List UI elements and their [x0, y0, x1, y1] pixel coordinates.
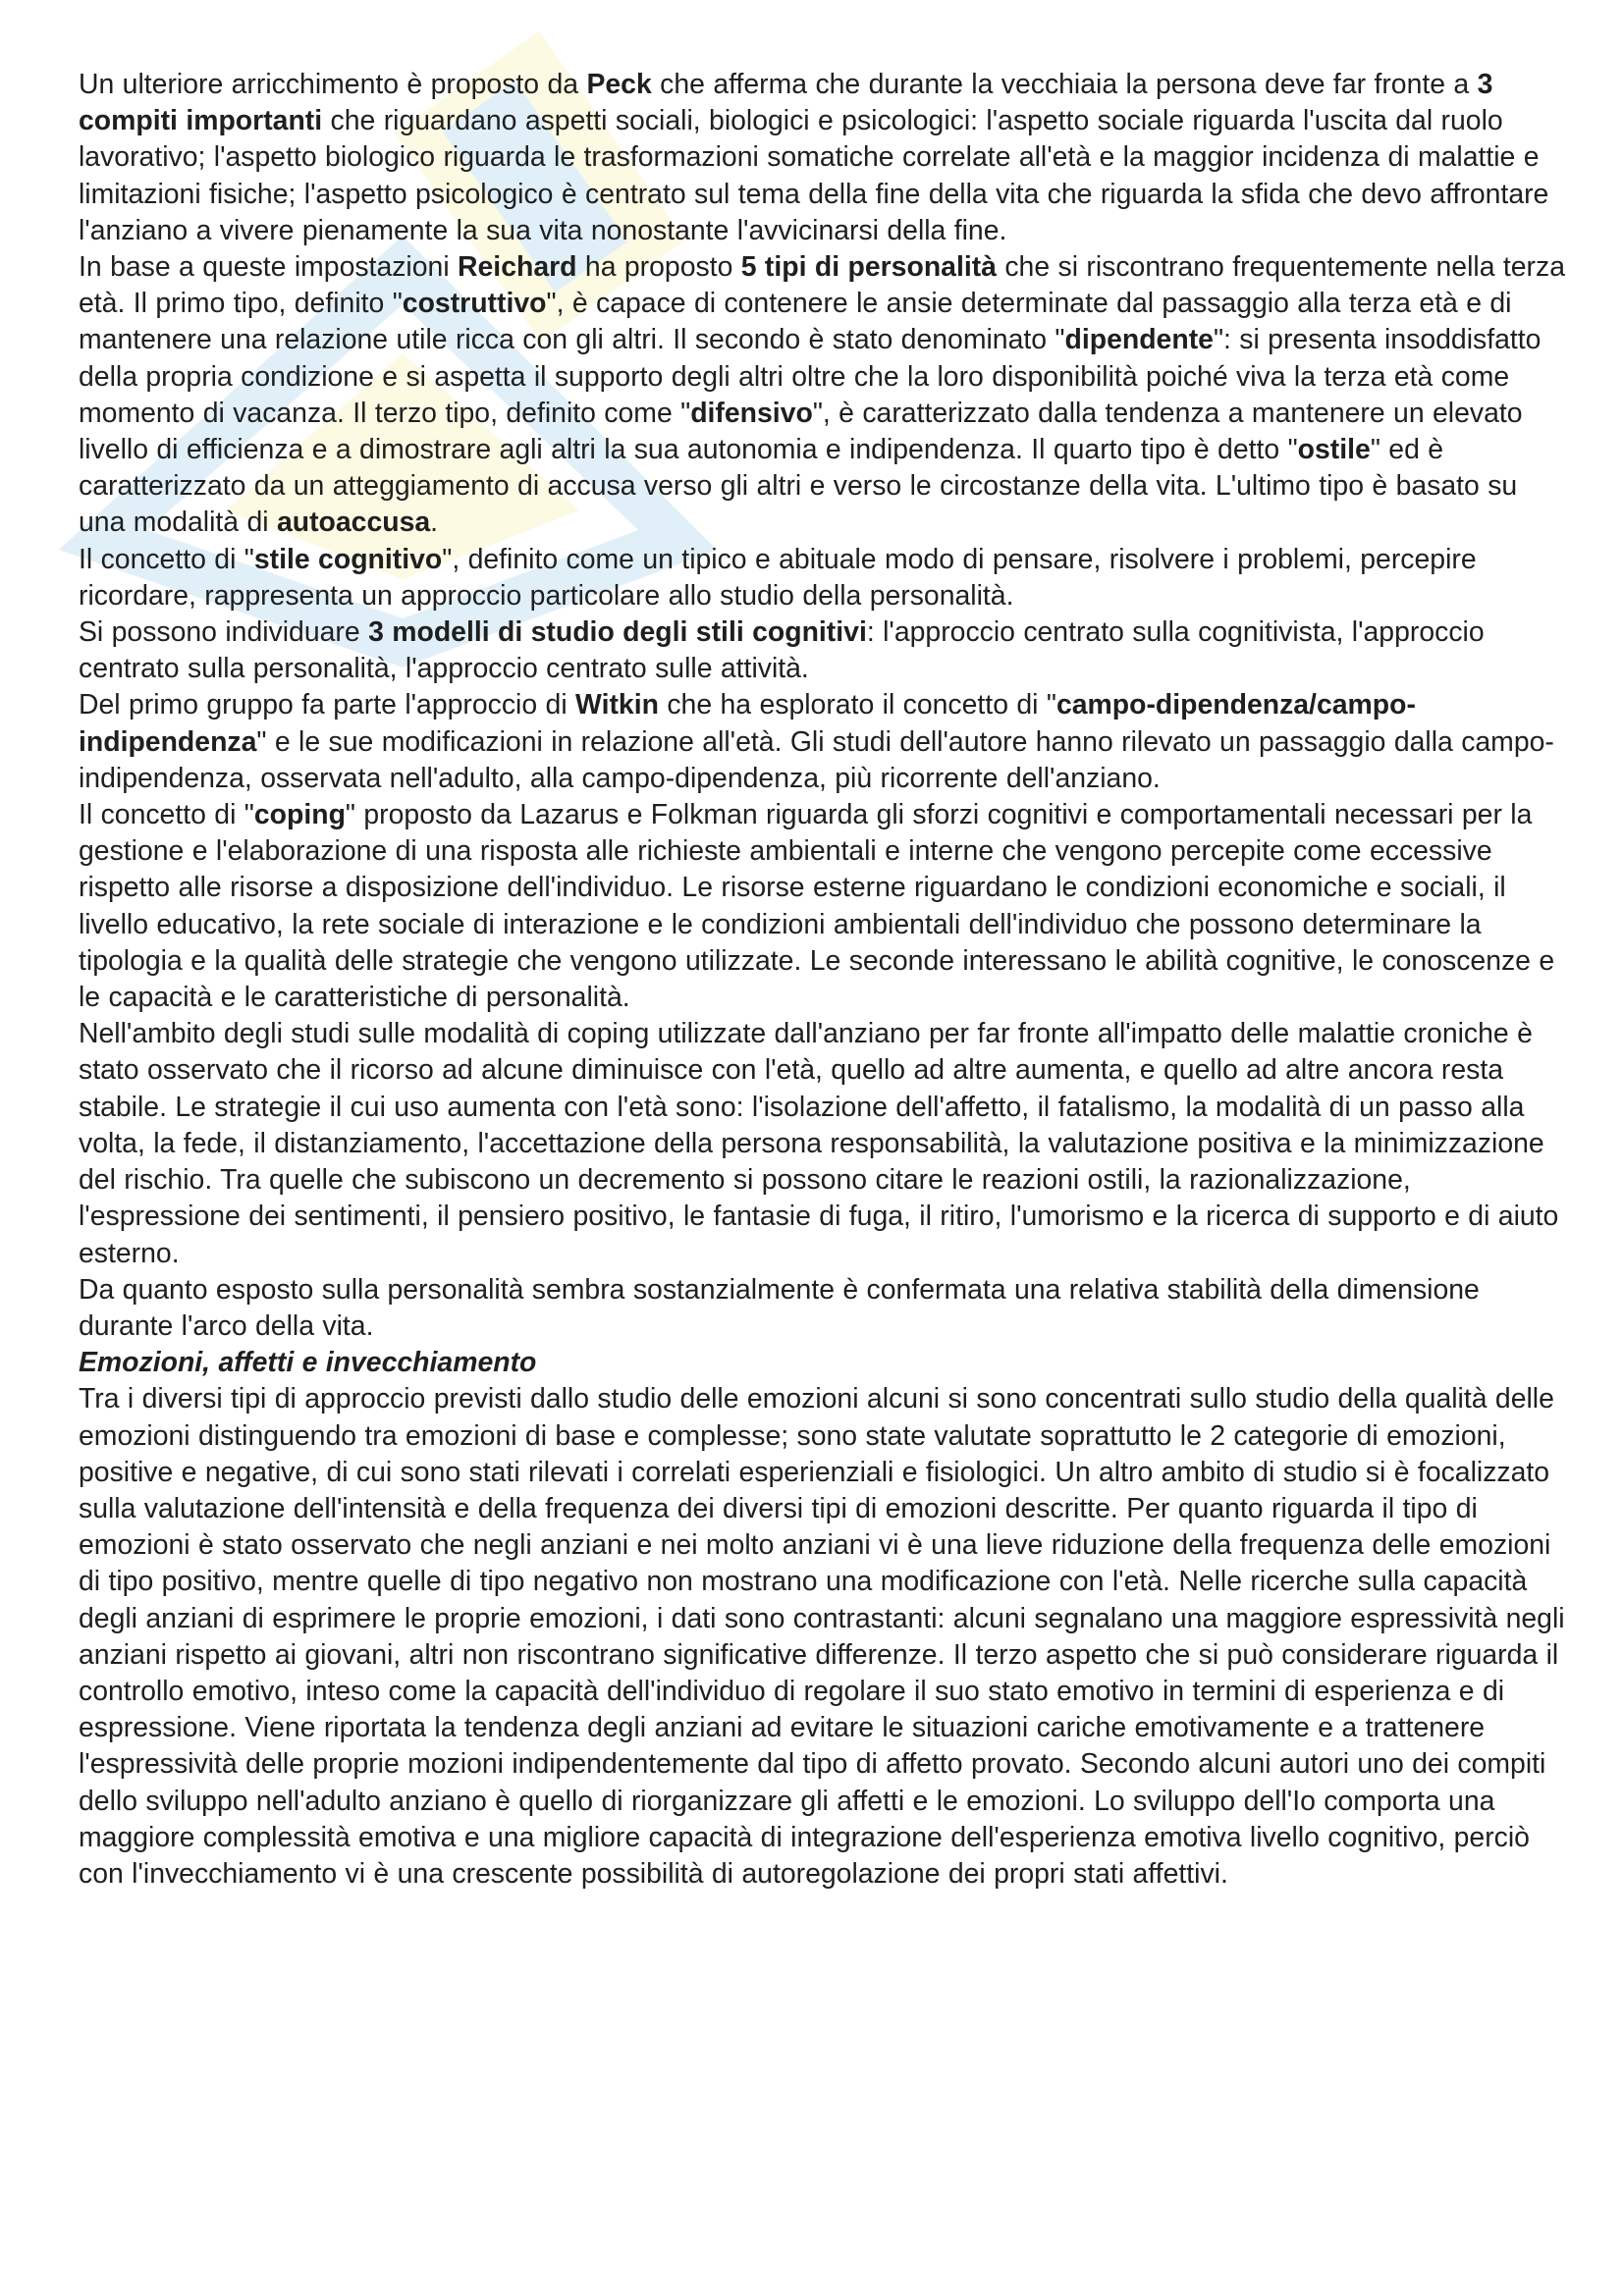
- bold-term: 3 modelli di studio degli stili cognitivi: [368, 616, 867, 649]
- paragraph: [79, 1016, 1571, 1271]
- section-heading: Emozioni, affetti e invecchiamento: [79, 1347, 537, 1379]
- bold-term: 5 tipi di personalità: [740, 251, 997, 284]
- text-run: ", definito come un tipico e abituale modo di pensare, risolvere i problemi, percepire ricordare, rappresenta un approccio particolare allo studio della personalità.: [79, 543, 1477, 612]
- bold-term: autoaccusa: [276, 507, 431, 539]
- paragraph: [79, 614, 1571, 687]
- bold-term: Witkin: [575, 689, 659, 721]
- text-run: ha proposto: [576, 251, 741, 284]
- text-run: " proposto da Lazarus e Folkman riguarda gli sforzi cognitivi e comportamentali necessari per la gestione e l'elaborazione di una risposta alle richieste ambientali e interne che vengono percepite come eccessive rispetto alle risorse a disposizione dell'individuo. Le risorse esterne riguardano le condizioni economiche e sociali, il livello educativo, la rete sociale di interazione e le condizioni ambientali dell'individuo che possono determinare la tipologia e la qualità delle strategie che vengono utilizzate. Le seconde interessano le abilità cognitive, le conoscenze e le capacità e le caratteristiche di personalità.: [79, 799, 1555, 1014]
- paragraph: [79, 542, 1571, 614]
- text-run: Il concetto di ": [79, 799, 254, 831]
- bold-term: Reichard: [458, 251, 577, 284]
- bold-term: campo-dipendenza/campo-indipendenza: [79, 689, 1416, 758]
- text-run: Del primo gruppo fa parte l'approccio di: [79, 689, 576, 721]
- bold-term: Peck: [586, 69, 652, 100]
- text-run: : l'approccio centrato sulla cognitivista, l'approccio centrato sulla personalità, l'approccio centrato sulle attività.: [79, 616, 1485, 685]
- paragraph: [79, 687, 1571, 797]
- text-run: ": si presenta insoddisfatto della propria condizione e si aspetta il supporto degli altri oltre che la loro disponibilità poiché viva la terza età come momento di vacanza. Il terzo tipo, definito come ": [79, 324, 1542, 429]
- text-run: " e le sue modificazioni in relazione all'età. Gli studi dell'autore hanno rilevato un passaggio dalla campo-indipendenza, osservata nell'adulto, alla campo-dipendenza, più ricorrente dell'anziano.: [79, 725, 1554, 794]
- text-run: Da quanto esposto sulla personalità sembra sostanzialmente è confermata una relativa stabilità della dimensione durante l'arco della vita.: [79, 1273, 1480, 1342]
- document-body: [79, 67, 1571, 1893]
- bold-term: ostile: [1297, 434, 1371, 466]
- text-run: che ha esplorato il concetto di ": [658, 689, 1056, 721]
- text-run: In base a queste impostazioni: [79, 251, 459, 284]
- text-run: Il concetto di ": [79, 543, 254, 575]
- text-run: che afferma che durante la vecchiaia la persona deve far fronte a: [651, 69, 1478, 100]
- bold-term: 3 compiti importanti: [79, 69, 1493, 137]
- bold-term: difensivo: [690, 397, 813, 429]
- paragraph: [79, 67, 1571, 249]
- text-run: ", è caratterizzato dalla tendenza a mantenere un elevato livello di efficienza e a dimostrare agli altri la sua autonomia e indipendenza. Il quarto tipo è detto ": [79, 397, 1523, 466]
- paragraph-list: [79, 67, 1571, 1345]
- paragraph: [79, 797, 1571, 1016]
- text-run: " ed è caratterizzato da un atteggiamento di accusa verso gli altri e verso le circostanze della vita. L'ultimo tipo è basato su una modalità di: [79, 434, 1518, 539]
- bold-term: costruttivo: [402, 288, 547, 320]
- bold-term: stile cognitivo: [253, 543, 443, 575]
- text-run: che si riscontrano frequentemente nella terza età. Il primo tipo, definito ": [79, 251, 1565, 320]
- paragraph: [79, 1272, 1571, 1345]
- text-run: che riguardano aspetti sociali, biologici e psicologici: l'aspetto sociale riguarda l'uscita dal ruolo lavorativo; l'aspetto biologico riguarda le trasformazioni somatiche correlate all'età e la maggior incidenza di malattie e limitazioni fisiche; l'aspetto psicologico è centrato sul tema della fine della vita che riguarda la sfida che devo affrontare l'anziano a vivere pienamente la sua vita nonostante l'avvicinarsi della fine.: [79, 105, 1549, 246]
- bold-term: dipendente: [1064, 324, 1214, 356]
- text-run: Si possono individuare: [79, 616, 369, 649]
- paragraph: [79, 249, 1571, 542]
- text-run: ", è capace di contenere le ansie determinate dal passaggio alla terza età e di mantenere una relazione utile ricca con gli altri. Il secondo è stato denominato ": [79, 288, 1512, 356]
- text-run: Nell'ambito degli studi sulle modalità di coping utilizzate dall'anziano per far fronte all'impatto delle malattie croniche è stato osservato che il ricorso ad alcune diminuisce con l'età, quello ad altre aumenta, e quello ad altre ancora resta stabile. Le strategie il cui uso aumenta con l'età sono: l'isolazione dell'affetto, il fatalismo, la modalità di un passo alla volta, la fede, il distanziamento, l'accettazione della persona responsabilità, la valutazione positiva e la minimizzazione del rischio. Tra quelle che subiscono un decremento si possono citare le reazioni ostili, la razionalizzazione, l'espressione dei sentimenti, il pensiero positivo, le fantasie di fuga, il ritiro, l'umorismo e la ricerca di supporto e di aiuto esterno.: [79, 1018, 1559, 1269]
- bold-term: coping: [253, 799, 346, 831]
- final-paragraph: Tra i diversi tipi di approccio previsti dallo studio delle emozioni alcuni si sono concentrati sullo studio della qualità delle emozioni distinguendo tra emozioni di base e complesse; sono state valutate soprattutto le 2 categorie di emozioni, positive e negative, di cui sono stati rilevati i correlati esperienziali e fisiologici. Un altro ambito di studio si è focalizzato sulla valutazione dell'intensità e della frequenza dei diversi tipi di emozioni descritte. Per quanto riguarda il tipo di emozioni è stato osservato che negli anziani e nei molto anziani vi è una lieve riduzione della frequenza delle emozioni di tipo positivo, mentre quelle di tipo negativo non mostrano una modificazione con l'età. Nelle ricerche sulla capacità degli anziani di esprimere le proprie emozioni, i dati sono contrastanti: alcuni segnalano una maggiore espressività negli anziani rispetto ai giovani, altri non riscontrano significative differenze. Il terzo aspetto che si può considerare riguarda il controllo emotivo, inteso come la capacità dell'individuo di regolare il suo stato emotivo in termini di esperienza e di espressione. Viene riportata la tendenza degli anziani ad evitare le situazioni cariche emotivamente e a trattenere l'espressività delle proprie mozioni indipendentemente dal tipo di affetto provato. Secondo alcuni autori uno dei compiti dello sviluppo nell'adulto anziano è quello di riorganizzare gli affetti e le emozioni. Lo sviluppo dell'Io comporta una maggiore complessità emotiva e una migliore capacità di integrazione dell'esperienza emotiva livello cognitivo, perciò con l'invecchiamento vi è una crescente possibilità di autoregolazione dei propri stati affettivi.: [79, 1383, 1565, 1890]
- text-run: Un ulteriore arricchimento è proposto da: [79, 69, 587, 100]
- text-run: .: [430, 507, 439, 539]
